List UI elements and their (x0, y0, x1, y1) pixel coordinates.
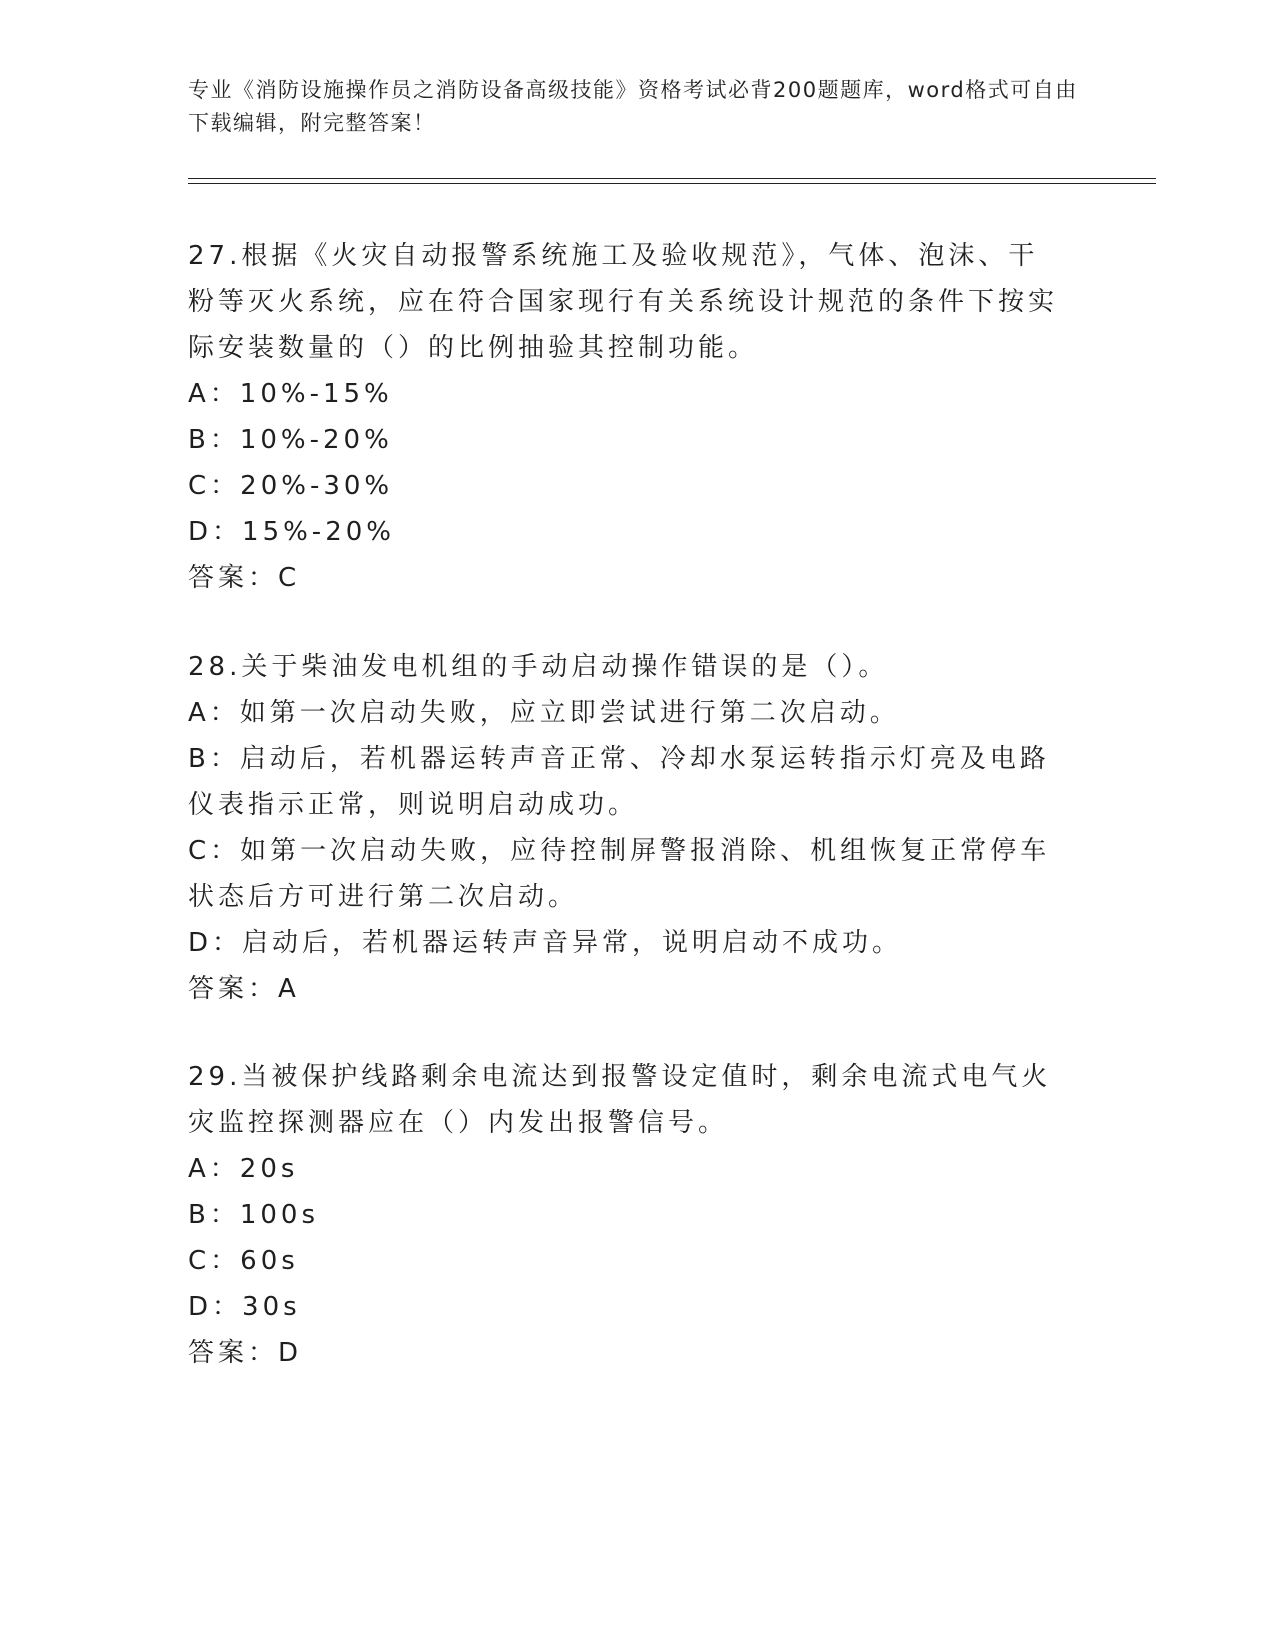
option-d: D：15%-20% (188, 517, 395, 547)
answer-label: 答案： (188, 974, 279, 1004)
question-29 (188, 1054, 1068, 1376)
option-d: D：30s (188, 1292, 301, 1322)
option-b: B：10%-20% (188, 425, 393, 455)
option-a: A：20s (188, 1154, 299, 1184)
question-stem: 28.关于柴油发电机组的手动启动操作错误的是（）。 (188, 652, 889, 682)
answer-value: D (278, 1338, 300, 1368)
answer-line (188, 966, 1068, 1012)
option-c: C：20%-30% (188, 471, 394, 501)
option-a: A：10%-15% (188, 379, 393, 409)
header-divider-top (188, 178, 1156, 179)
header-divider-bottom (188, 183, 1156, 184)
option-c: C：60s (188, 1246, 299, 1276)
option-b: B：启动后，若机器运转声音正常、冷却水泵运转指示灯亮及电路仪表指示正常，则说明启动成功。 (188, 744, 1050, 820)
question-stem: 29.当被保护线路剩余电流达到报警设定值时，剩余电流式电气火灾监控探测器应在（）内发出报警信号。 (188, 1062, 1052, 1138)
answer-value: C (278, 563, 298, 593)
answer-label: 答案： (188, 1338, 279, 1368)
answer-line (188, 1330, 1068, 1376)
option-c: C：如第一次启动失败，应待控制屏警报消除、机组恢复正常停车状态后方可进行第二次启动。 (188, 836, 1051, 912)
answer-value: A (278, 974, 297, 1004)
option-d: D：启动后，若机器运转声音异常，说明启动不成功。 (188, 928, 903, 958)
question-stem: 27.根据《火灾自动报警系统施工及验收规范》，气体、泡沫、干粉等灭火系统，应在符合国家现行有关系统设计规范的条件下按实际安装数量的（）的比例抽验其控制功能。 (188, 241, 1059, 363)
question-28 (188, 644, 1068, 1012)
answer-line (188, 555, 1068, 601)
option-b: B：100s (188, 1200, 320, 1230)
option-a: A：如第一次启动失败，应立即尝试进行第二次启动。 (188, 698, 900, 728)
document-header: 专业《消防设施操作员之消防设备高级技能》资格考试必背200题题库，word格式可自由下载编辑，附完整答案！ (188, 78, 1078, 135)
answer-label: 答案： (188, 563, 279, 593)
question-27 (188, 233, 1068, 601)
